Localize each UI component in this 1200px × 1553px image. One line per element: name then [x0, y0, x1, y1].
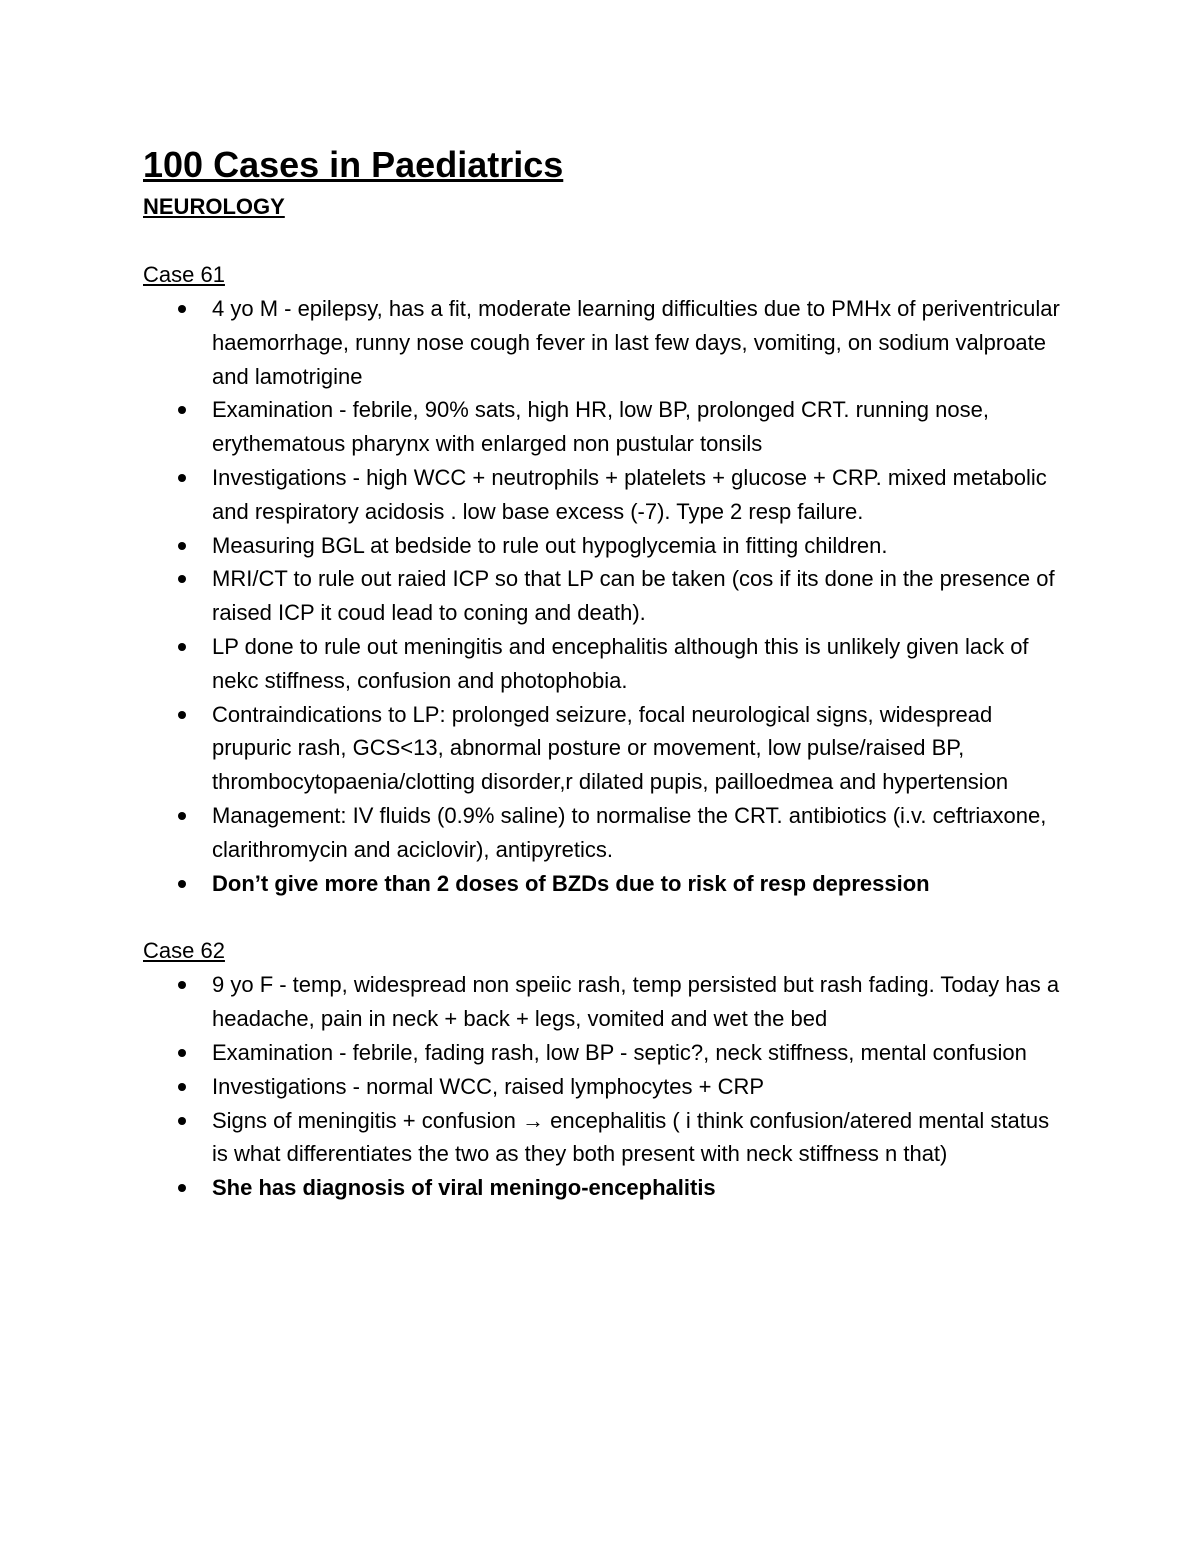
list-item	[143, 1104, 1063, 1172]
list-item	[143, 461, 1063, 529]
bullet-text: Measuring BGL at bedside to rule out hypoglycemia in fitting children.	[212, 532, 888, 558]
list-item	[143, 562, 1063, 630]
bullet-text: Contraindications to LP: prolonged seizure, focal neurological signs, widespread prupuric rash, GCS<13, abnormal posture or movement, low pulse/raised BP, thrombocytopaenia/clotting disorder,r dilated pupis, pailloedmea and hypertension	[212, 701, 1009, 795]
bullet-dot-icon	[178, 542, 186, 550]
bullet-dot-icon	[178, 643, 186, 651]
bullet-text: Investigations - normal WCC, raised lymphocytes + CRP	[212, 1073, 765, 1099]
list-item	[143, 630, 1063, 698]
list-item-key-point	[143, 1171, 1063, 1205]
bullet-dot-icon	[178, 880, 186, 888]
case-title: Case 61	[143, 262, 225, 287]
document-title: 100 Cases in Paediatrics	[143, 144, 564, 185]
list-item	[143, 529, 1063, 563]
list-item	[143, 799, 1063, 867]
list-item-key-point	[143, 867, 1063, 901]
case-bullet-list	[143, 968, 1063, 1205]
bullet-dot-icon	[178, 1083, 186, 1091]
list-item	[143, 1070, 1063, 1104]
bullet-text: Examination - febrile, 90% sats, high HR, low BP, prolonged CRT. running nose, erythematous pharynx with enlarged non pustular tonsils	[212, 397, 989, 457]
bullet-dot-icon	[178, 1049, 186, 1057]
bullet-dot-icon	[178, 981, 186, 989]
list-item	[143, 698, 1063, 799]
list-item	[143, 1036, 1063, 1070]
bullet-text: Investigations - high WCC + neutrophils + platelets + glucose + CRP. mixed metabolic and respiratory acidosis . low base excess (-7). Type 2 resp failure.	[212, 464, 1047, 524]
bullet-text: MRI/CT to rule out raied ICP so that LP can be taken (cos if its done in the presence of raised ICP it coud lead to coning and death).	[212, 566, 1055, 626]
bullet-text: LP done to rule out meningitis and encephalitis although this is unlikely given lack of nekc stiffness, confusion and photophobia.	[212, 633, 1029, 693]
bullet-text: She has diagnosis of viral meningo-encephalitis	[212, 1175, 716, 1201]
document-page	[143, 140, 1063, 1239]
bullet-text: Examination - febrile, fading rash, low BP - septic?, neck stiffness, mental confusion	[212, 1039, 1027, 1065]
case-61	[143, 258, 1063, 900]
section-title-neurology: NEUROLOGY	[143, 194, 285, 219]
bullet-dot-icon	[178, 305, 186, 313]
bullet-dot-icon	[178, 575, 186, 583]
bullet-dot-icon	[178, 474, 186, 482]
case-62	[143, 934, 1063, 1205]
bullet-text: 4 yo M - epilepsy, has a fit, moderate learning difficulties due to PMHx of periventricular haemorrhage, runny nose cough fever in last few days, vomiting, on sodium valproate and lamotrigine	[212, 296, 1060, 389]
list-item	[143, 393, 1063, 461]
bullet-dot-icon	[178, 406, 186, 414]
bullet-dot-icon	[178, 1184, 186, 1192]
bullet-text: Management: IV fluids (0.9% saline) to normalise the CRT. antibiotics (i.v. ceftriaxone, clarithromycin and aciclovir), antipyretics.	[212, 802, 1047, 862]
bullet-dot-icon	[178, 812, 186, 820]
case-title: Case 62	[143, 938, 225, 964]
list-item	[143, 968, 1063, 1036]
bullet-text: 9 yo F - temp, widespread non speiic rash, temp persisted but rash fading. Today has a headache, pain in neck + back + legs, vomited and wet the bed	[212, 972, 1060, 1032]
bullet-dot-icon	[178, 1117, 186, 1125]
case-bullet-list	[143, 292, 1063, 900]
list-item	[143, 292, 1063, 393]
bullet-dot-icon	[178, 711, 186, 719]
bullet-text: Signs of meningitis + confusion → encephalitis ( i think confusion/atered mental status is what differentiates the two as they both present with neck stiffness n that)	[212, 1107, 1050, 1167]
bullet-text: Don’t give more than 2 doses of BZDs due to risk of resp depression	[212, 870, 930, 896]
